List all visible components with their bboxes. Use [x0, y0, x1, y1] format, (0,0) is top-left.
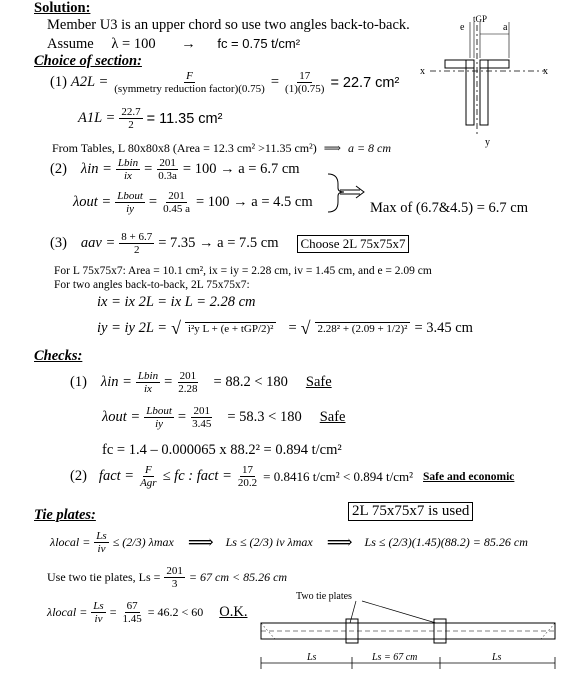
dim-right-label: Ls	[492, 652, 502, 663]
tables-line	[52, 141, 391, 156]
tie-plate-figure	[252, 585, 564, 673]
eq-lhs: λlocal =	[50, 535, 91, 549]
eq-rhs: ≤ (2/3) λmax	[112, 535, 174, 549]
frac-num: 17	[241, 464, 253, 476]
use-tie-text: Use two tie plates, Ls =	[47, 570, 161, 584]
eq-lhs: λout =	[102, 409, 141, 425]
final-check: λlocal = $\frac{Ls}{iv}$ = $\frac{67}{1.45}$ = 46.2 < 60 O.K.	[47, 600, 248, 625]
ix-line: ix = ix 2L = ix L = 2.28 cm	[97, 294, 256, 310]
eq-result: = 46.2 < 60	[147, 605, 204, 619]
assume-label: Assume	[47, 36, 94, 52]
frac-num: 17	[299, 70, 311, 82]
eq-lhs: λout =	[73, 194, 112, 210]
eq-label: (2)	[70, 468, 87, 484]
safe-label: Safe	[319, 409, 346, 425]
eq-a-av	[50, 231, 409, 256]
frac-den: 3.45	[192, 418, 212, 430]
props-line: For L 75x75x7: Area = 10.1 cm², ix = iy = 2.28 cm, iv = 1.45 cm, and e = 2.09 cm	[54, 265, 432, 277]
arrow-icon: →	[181, 36, 196, 52]
two-angles-line: For two angles back-to-back, 2L 75x75x7:	[54, 279, 250, 291]
iy-root-num: 2.28² + (2.09 + 1/2)²	[315, 322, 411, 335]
safe-economic-label: Safe and economic	[423, 470, 515, 483]
frac-den: 2.28	[178, 383, 198, 395]
eq-a1l	[78, 106, 222, 131]
iy-line: iy = iy 2L = √ i²y L + (e + tGP/2)² = √ 2.28² + (2.09 + 1/2)² = 3.45 cm	[97, 318, 473, 338]
frac-num: 67	[126, 600, 138, 612]
brace-arrow	[320, 170, 370, 216]
eq-result: = 100 → a = 6.7 cm	[182, 161, 300, 177]
fig-label-e: e	[460, 22, 465, 33]
frac-den: 2	[128, 119, 134, 131]
frac-den: ix	[144, 383, 152, 395]
frac-den: 2	[134, 244, 140, 256]
double-arrow-icon: ⟹	[326, 532, 353, 552]
frac-den: 1.45	[122, 613, 142, 625]
fig-label-tgp: tGP	[473, 14, 488, 24]
frac-den: iy	[126, 203, 135, 215]
eq-label: (1)	[70, 374, 87, 390]
check-lambda-in: (1) λin = $\frac{\text{Lbin}}{ix}$ = $\frac{201}{2.28}$ = 88.2 < 180 Safe	[70, 370, 332, 395]
eq-mid: ≤ fc : fact =	[162, 468, 232, 484]
two-tie-plates-label: Two tie plates	[296, 591, 352, 602]
frac-num: F	[144, 464, 152, 476]
tables-text: From Tables, L 80x80x8 (Area = 12.3 cm² >11.35 cm²)	[52, 141, 317, 155]
eq-result: = 22.7 cm²	[330, 74, 400, 91]
frac-num: 22.7	[121, 106, 141, 118]
iy-root-expr: i²y L + (e + tGP/2)²	[185, 322, 277, 335]
tie-heading: Tie plates:	[34, 507, 96, 523]
eq-result: = 58.3 < 180	[227, 409, 302, 425]
frac-num: Lbin	[117, 157, 139, 169]
eq-lhs: A1L =	[78, 110, 116, 126]
frac-num: 201	[159, 157, 176, 169]
double-arrow-icon: ⟹	[323, 141, 341, 155]
eq-a2l: (1) A2L = $\frac{F}{\text{(symmetry reduction factor)(0.75)}}$ = $\frac{17}{(1)(0.75)}$ = 22.7 cm²	[50, 70, 400, 95]
check-stress	[70, 464, 514, 489]
frac-num: Lbin	[137, 370, 159, 382]
eq-lhs: fact =	[98, 468, 135, 484]
solution-heading: Solution:	[34, 0, 91, 16]
fig-label-x-right: x	[543, 66, 548, 77]
frac-num: 201	[166, 565, 183, 577]
eq-result: = 67 cm < 85.26 cm	[188, 570, 288, 584]
frac-num: Ls	[96, 530, 107, 542]
fc-line: fc = 1.4 – 0.000065 x 88.2² = 0.894 t/cm²	[102, 442, 342, 458]
eq-lambda-out: λout = $\frac{\text{Lbout}}{iy}$ = $\frac{201}{0.45 a}$ = 100 → a = 4.5 cm	[73, 190, 313, 215]
frac-num: 201	[168, 190, 185, 202]
eq-ls-value: Ls ≤ (2/3)(1.45)(88.2) = 85.26 cm	[364, 535, 528, 549]
eq-result: = 11.35 cm²	[146, 110, 223, 127]
frac-den: ix	[124, 170, 132, 182]
eq-lhs: λin =	[100, 374, 132, 390]
choose-box: Choose 2L 75x75x7	[297, 235, 410, 253]
frac-den: iv	[94, 613, 103, 625]
frac-num: 201	[193, 405, 210, 417]
assume-line	[47, 36, 300, 53]
fig-label-a: a	[503, 22, 508, 33]
eq-ls-bound: Ls ≤ (2/3) iv λmax	[225, 535, 313, 549]
frac-den: 20.2	[237, 477, 258, 489]
frac-den: (1)(0.75)	[285, 83, 325, 95]
eq-label: (1)	[50, 74, 67, 90]
fig-label-x-left: x	[420, 66, 425, 77]
eq-lhs: A2L =	[70, 74, 109, 90]
check-lambda-out: λout = $\frac{\text{Lbout}}{iy}$ = $\frac{201}{3.45}$ = 58.3 < 180 Safe	[102, 405, 346, 430]
used-box: 2L 75x75x7 is used	[348, 502, 473, 521]
frac-num: 8 + 6.7	[121, 231, 153, 243]
frac-den: Agr	[140, 477, 157, 489]
frac-den: 0.45 a	[163, 203, 190, 215]
safe-label: Safe	[305, 374, 332, 390]
eq-lhs: λin =	[80, 161, 112, 177]
eq-label: (3)	[50, 235, 67, 251]
eq-lhs: λlocal =	[47, 605, 88, 619]
tie-inequality	[50, 530, 528, 555]
dim-left-label: Ls	[307, 652, 317, 663]
frac-num: Ls	[93, 600, 104, 612]
eq-result: = 0.8416 t/cm² < 0.894 t/cm²	[263, 468, 414, 484]
frac-den: iy	[155, 418, 164, 430]
fig-label-y: y	[485, 137, 490, 148]
checks-heading: Checks:	[34, 348, 83, 364]
frac-num: Lbout	[117, 190, 143, 202]
section-figure	[415, 10, 565, 150]
frac-den: 3	[171, 578, 178, 590]
eq-lambda-in: (2) λin = $\frac{\text{Lbin}}{ix}$ = $\frac{201}{0.3a}$ = 100 → a = 6.7 cm	[50, 157, 300, 182]
max-of: Max of (6.7&4.5) = 6.7 cm	[370, 200, 528, 216]
frac-num: F	[186, 70, 193, 82]
eq-lhs: iy = iy 2L =	[97, 320, 168, 336]
frac-num: 201	[179, 370, 197, 382]
frac-den: 0.3a	[158, 170, 177, 182]
eq-result: = 100 → a = 4.5 cm	[195, 194, 313, 210]
assume-fc: fc = 0.75 t/cm²	[217, 36, 301, 51]
eq-label: (2)	[50, 161, 67, 177]
eq-result: = 88.2 < 180	[213, 374, 288, 390]
frac-num: Lbout	[146, 405, 172, 417]
choice-heading: Choice of section:	[34, 53, 142, 69]
eq-result: = 7.35 → a = 7.5 cm	[158, 235, 279, 251]
frac-den: iv	[97, 543, 106, 555]
assume-lambda: λ = 100	[111, 36, 156, 52]
eq-lhs: aav =	[80, 235, 116, 251]
double-arrow-icon: ⟹	[187, 532, 214, 552]
tables-result: a = 8 cm	[347, 141, 392, 155]
solution-line: Member U3 is an upper chord so use two angles back-to-back.	[47, 17, 410, 33]
ok-label: O.K.	[219, 604, 248, 620]
eq-result: = 3.45 cm	[414, 320, 473, 336]
frac-den: (symmetry reduction factor)(0.75)	[114, 83, 265, 95]
dim-mid-label: Ls = 67 cm	[372, 652, 418, 663]
